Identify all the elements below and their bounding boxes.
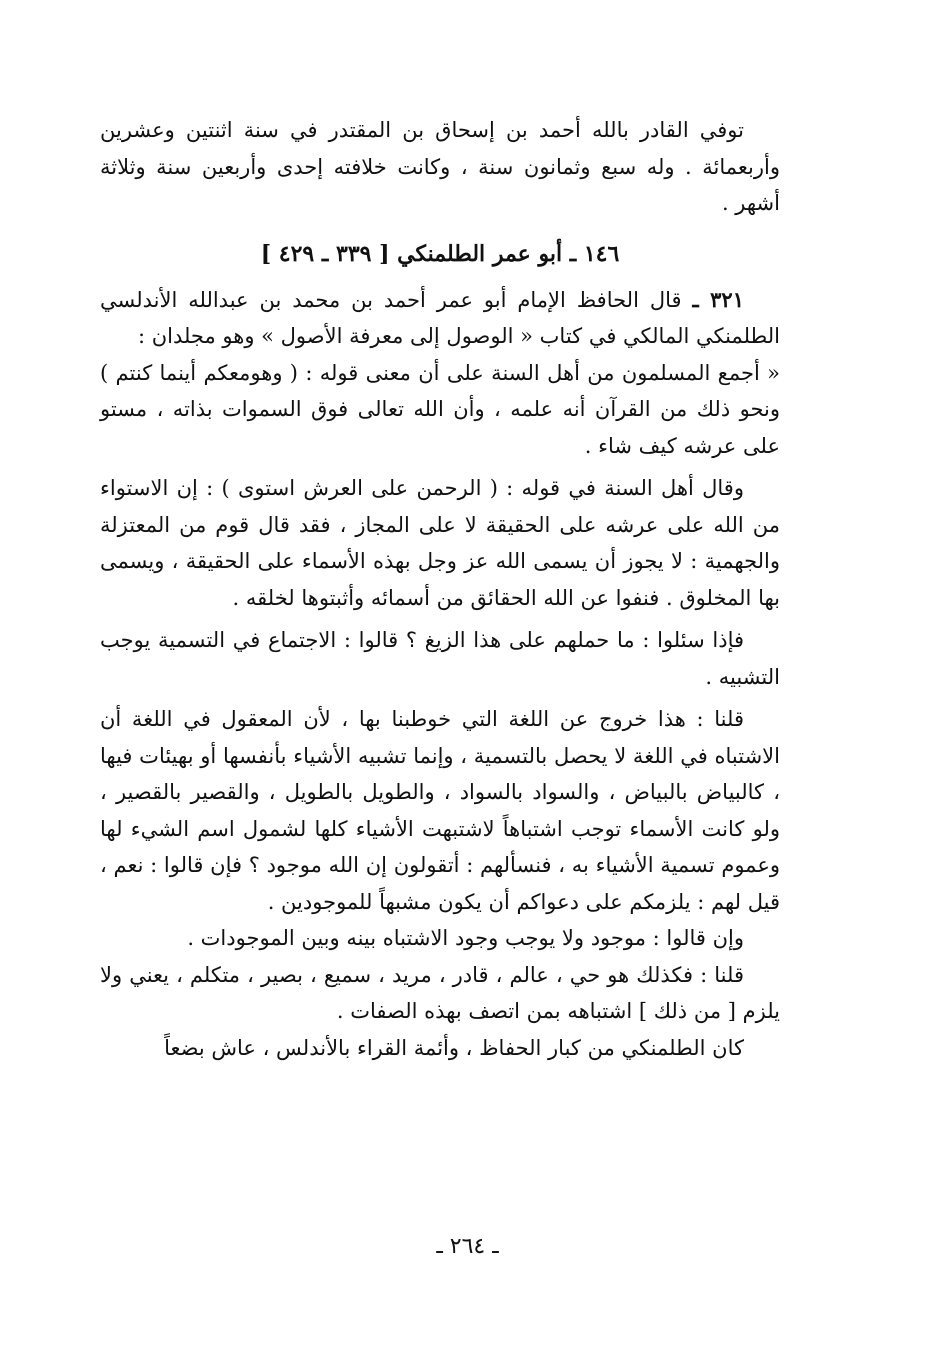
entry-text: قال الحافظ الإمام أبو عمر أحمد بن محمد بن عبدالله الأندلسي الطلمنكي المالكي في كتاب « الوصول إلى معرفة الأصول » وهو مجلدان : — [100, 287, 780, 348]
paragraph-existence: وإن قالوا : موجود ولا يوجب وجود الاشتباه بينه وبين الموجودات . — [187, 926, 744, 950]
section-heading: ١٤٦ ـ أبو عمر الطلمنكي [ ٣٣٩ ـ ٤٢٩ ] — [260, 240, 620, 267]
paragraph-attributes: قلنا : فكذلك هو حي ، عالم ، قادر ، مريد ، سميع ، بصير ، متكلم ، يعني ولا يلزم [ من ذلك ] اشتباهه بمن اتصف بهذه الصفات . — [100, 962, 780, 1023]
page-number: ـ ٢٦٤ ـ — [436, 1234, 499, 1259]
paragraph-istiwa: وقال أهل السنة في قوله : ( الرحمن على العرش استوى ) : إن الاستواء من الله على عرشه على الحقيقة لا على المجاز ، فقد قال قوم من المعتزلة والجهمية : لا يجوز أن يسمى الله عز وجل بهذه الأسماء على الحقيقة ، ويسمى بها المخلوق . فنفوا عن الله الحقائق من أسمائه وأثبتوها لخلقه . — [100, 476, 780, 610]
page-body — [100, 112, 780, 1066]
entry-number: ٣٢١ ـ — [692, 286, 744, 312]
intro-paragraph: توفي القادر بالله أحمد بن إسحاق بن المقتدر في سنة اثنتين وعشرين وأربعمائة . وله سبع وثمانون سنة ، وكانت خلافته إحدى وأربعين سنة وثلاثة أشهر . — [100, 118, 780, 215]
paragraph-question: فإذا سئلوا : ما حملهم على هذا الزيغ ؟ قالوا : الاجتماع في التسمية يوجب التشبيه . — [100, 628, 780, 689]
quote-paragraph: « أجمع المسلمون من أهل السنة على أن معنى قوله : ( وهومعكم أينما كنتم ) ونحو ذلك من القرآن أنه علمه ، وأن الله تعالى فوق السموات بذاته ، مستو على عرشه كيف شاء . — [100, 360, 780, 458]
entry-paragraph — [100, 282, 780, 355]
paragraph-reply: قلنا : هذا خروج عن اللغة التي خوطبنا بها ، لأن المعقول في اللغة أن الاشتباه في اللغة لا يحصل بالتسمية ، وإنما تشبيه الأشياء بأنفسها أو بهيئات فيها ، كالبياض بالبياض ، والسواد بالسواد ، والطويل بالطويل ، والقصير بالقصير ، ولو كانت الأسماء توجب اشتباهاً لاشتبهت الأشياء كلها لشمول اسم الشيء لها وعموم تسمية الأشياء به ، فنسألهم : أتقولون إن الله موجود ؟ فإن قالوا : نعم ، قيل لهم : يلزمكم على دعواكم أن يكون مشبهاً للموجودين . — [100, 707, 780, 914]
paragraph-biography: كان الطلمنكي من كبار الحفاظ ، وأئمة القراء بالأندلس ، عاش بضعاً — [164, 1035, 744, 1060]
